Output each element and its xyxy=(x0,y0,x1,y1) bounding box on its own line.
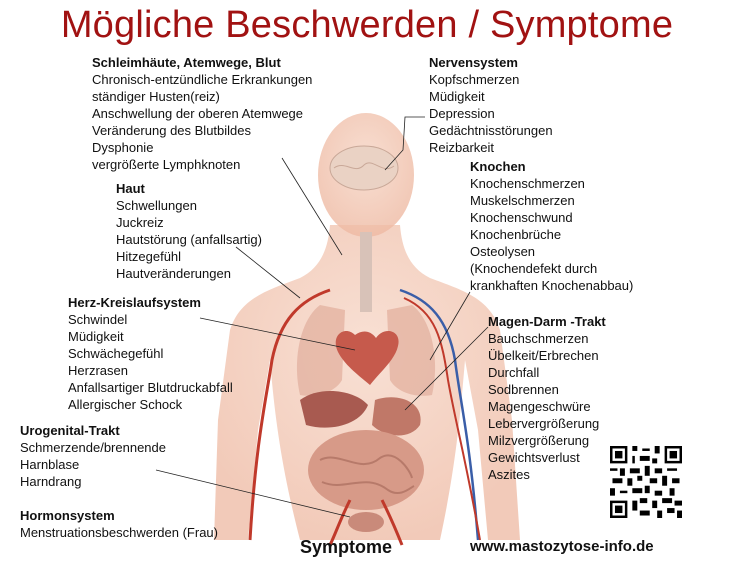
group-heading: Urogenital-Trakt xyxy=(20,423,120,438)
symptom-item: Milzvergrößerung xyxy=(488,433,590,448)
symptom-item: vergrößerte Lymphknoten xyxy=(92,157,241,172)
symptom-item: Knochenbrüche xyxy=(470,227,562,242)
footer-label: Symptome xyxy=(300,537,393,557)
symptom-item: Gedächtnisstörungen xyxy=(429,123,553,138)
bladder xyxy=(348,512,384,532)
symptom-item: ständiger Husten(reiz) xyxy=(92,89,220,104)
symptom-item: Aszites xyxy=(488,467,530,482)
symptom-item: krankhaften Knochenabbau) xyxy=(470,278,634,293)
footer-url-link[interactable]: www.mastozytose-info.de xyxy=(470,538,654,555)
symptom-item: Hautveränderungen xyxy=(116,266,231,281)
symptom-item: Gewichtsverlust xyxy=(488,450,580,465)
symptom-item: Sodbrennen xyxy=(488,382,559,397)
group-heading: Haut xyxy=(116,181,145,196)
symptom-item: Reizbarkeit xyxy=(429,140,495,155)
symptom-item: Harndrang xyxy=(20,474,82,489)
symptom-item: Depression xyxy=(429,106,495,121)
group-nervensystem xyxy=(429,54,553,156)
group-knochen xyxy=(470,158,633,294)
symptom-item: Kopfschmerzen xyxy=(429,72,520,87)
symptom-item: Muskelschmerzen xyxy=(470,193,575,208)
group-heading: Nervensystem xyxy=(429,55,518,70)
group-heading: Schleimhäute, Atemwege, Blut xyxy=(92,55,281,70)
symptom-item: Harnblase xyxy=(20,457,80,472)
group-haut xyxy=(116,180,262,282)
symptom-item: Chronisch-entzündliche Erkrankungen xyxy=(92,72,313,87)
symptom-item: Lebervergrößerung xyxy=(488,416,600,431)
trachea xyxy=(360,232,372,312)
symptom-item: Müdigkeit xyxy=(429,89,485,104)
symptom-item: Juckreiz xyxy=(116,215,164,230)
symptom-item: Osteolysen xyxy=(470,244,536,259)
symptom-item: Hitzegefühl xyxy=(116,249,182,264)
brain xyxy=(330,146,398,190)
symptom-item: Dysphonie xyxy=(92,140,154,155)
symptom-item: Allergischer Schock xyxy=(68,397,183,412)
symptom-item: Schmerzende/brennende xyxy=(20,440,166,455)
symptom-item: Müdigkeit xyxy=(68,329,124,344)
symptom-item: Herzrasen xyxy=(68,363,128,378)
symptom-item: Anfallsartiger Blutdruckabfall xyxy=(68,380,233,395)
symptom-item: Magengeschwüre xyxy=(488,399,591,414)
group-magen-darm xyxy=(488,313,606,483)
symptom-item: Hautstörung (anfallsartig) xyxy=(116,232,262,247)
intestines xyxy=(308,430,424,510)
symptom-item: Übelkeit/Erbrechen xyxy=(488,348,599,363)
symptom-item: Durchfall xyxy=(488,365,540,380)
symptom-item: (Knochendefekt durch xyxy=(470,261,598,276)
symptom-item: Schwellungen xyxy=(116,198,197,213)
group-herz-kreislauf xyxy=(68,294,233,413)
page-title: Mögliche Beschwerden / Symptome xyxy=(60,4,674,46)
group-heading: Herz-Kreislaufsystem xyxy=(68,295,201,310)
group-heading: Magen-Darm -Trakt xyxy=(488,314,606,329)
qr-code-icon xyxy=(610,446,682,518)
symptom-item: Anschwellung der oberen Atemwege xyxy=(92,106,304,121)
symptom-item: Knochenschwund xyxy=(470,210,573,225)
symptom-item: Knochenschmerzen xyxy=(470,176,585,191)
group-urogenital xyxy=(20,422,166,490)
symptom-item: Bauchschmerzen xyxy=(488,331,589,346)
group-hormonsystem xyxy=(20,507,218,541)
group-heading: Knochen xyxy=(470,159,526,174)
symptom-item: Schwindel xyxy=(68,312,128,327)
group-schleimhaeute xyxy=(92,54,312,173)
symptom-item: Menstruationsbeschwerden (Frau) xyxy=(20,525,218,540)
symptom-item: Schwächegefühl xyxy=(68,346,164,361)
symptom-item: Veränderung des Blutbildes xyxy=(92,123,252,138)
group-heading: Hormonsystem xyxy=(20,508,115,523)
